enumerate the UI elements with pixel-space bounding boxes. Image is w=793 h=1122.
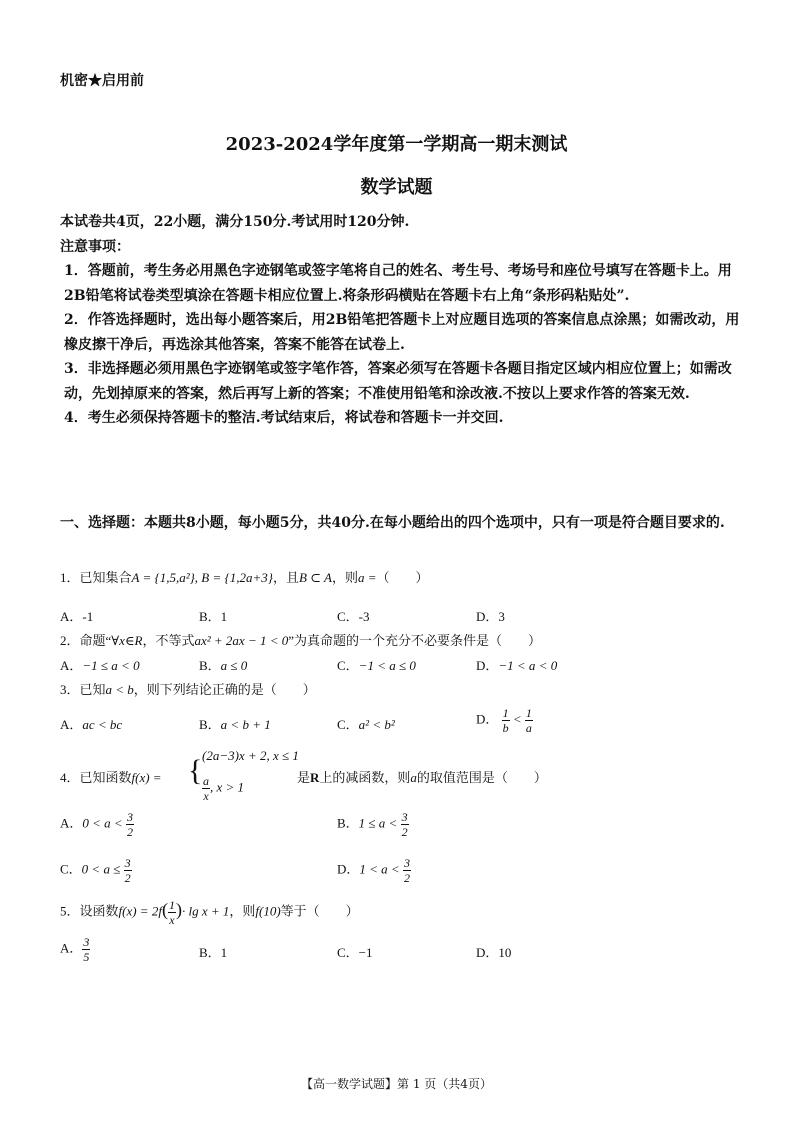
q3-option-d: D． $\frac{1}{b}$ < $\frac{1}{a}$ xyxy=(476,706,532,735)
q1-option-b: B．1 xyxy=(199,609,228,624)
q2-option-d: D．−1 < a < 0 xyxy=(476,658,558,673)
q1-option-c: C．-3 xyxy=(337,609,370,624)
q4-option-b: B．1 ≤ a < $\frac{3}{2}$ xyxy=(337,810,408,839)
q4-option-d: D．1 < a < $\frac{3}{2}$ xyxy=(337,856,410,885)
q3-optd-frac-2: $\frac{1}{a}$ xyxy=(525,706,532,735)
question-1: 1．已知集合A = {1,5,a²}, B = {1,2a+3}，且B ⊂ A，则a =（ ） xyxy=(60,570,429,585)
q4-case-2: $\frac{a}{x}$ , x > 1 xyxy=(203,774,245,803)
q3-option-c: C．a² < b² xyxy=(337,717,395,732)
q2-option-c-value: −1 < a ≤ 0 xyxy=(358,658,416,673)
exam-title: 2023-2024学年度第一学期高一期末测试 xyxy=(225,134,568,155)
page-footer: 【高一数学试题】第 1 页（共4页） xyxy=(301,1077,492,1091)
q3-option-a: A．ac < bc xyxy=(60,717,123,732)
q2-option-a: A．−1 ≤ a < 0 xyxy=(60,658,140,673)
note-2: 2．作答选择题时，选出每小题答案后，用2B铅笔把答题卡上对应题目选项的答案信息点涂黑；如需改动，用橡皮擦干净后，再选涂其他答案，答案不能答在试卷上. xyxy=(64,312,740,353)
q3-cond: a < b xyxy=(105,682,134,697)
confidential-label: 机密★启用前 xyxy=(60,73,144,89)
exam-summary: 本试卷共4页，22小题，满分150分.考试用时120分钟. xyxy=(60,214,410,230)
q1-set-a: A = {1,5,a²} xyxy=(131,570,195,585)
q5-option-a: A． $\frac{3}{5}$ xyxy=(60,935,90,964)
q4-case-1: (2a−3)x + 2, x ≤ 1 xyxy=(202,748,299,763)
q2-option-b: B．a ≤ 0 xyxy=(199,658,248,673)
q1-set-b: B = {1,2a+3} xyxy=(201,570,273,585)
q2-post: ”为真命题的一个充分不必要条件是（ ） xyxy=(288,633,542,648)
q3-option-b: B．a < b + 1 xyxy=(199,717,271,732)
q5-option-d: D．10 xyxy=(476,945,512,960)
q2-option-c: C．−1 < a ≤ 0 xyxy=(337,658,416,673)
section-heading: 一、选择题：本题共8小题，每小题5分，共40分.在每小题给出的四个选项中，只有一项是符合题目要求的. xyxy=(60,515,725,531)
note-1: 1．答题前，考生务必用黑色字迹钢笔或签字笔将自己的姓名、考生号、考场号和座位号填写在答题卡上。用2B铅笔将试卷类型填涂在答题卡相应位置上.将条形码横贴在答题卡右上角“条形码粘贴处”. xyxy=(64,263,732,304)
q2-ineq: ax² + 2ax − 1 < 0 xyxy=(194,633,289,648)
q2-option-d-value: −1 < a < 0 xyxy=(498,658,558,673)
q4-option-a: A．0 < a < $\frac{3}{2}$ xyxy=(60,810,133,839)
q3-post: ，则下列结论正确的是（ ） xyxy=(133,682,316,697)
q1-pre: 1．已知集合 xyxy=(60,570,132,585)
q4-post: 是R上的减函数，则a的取值范围是（ ） xyxy=(297,770,547,785)
q1-option-d: D．3 xyxy=(476,609,505,624)
q5-option-c: C．−1 xyxy=(337,945,373,960)
question-3 xyxy=(60,679,316,698)
q3-pre: 3．已知 xyxy=(60,682,106,697)
q2-option-b-value: a ≤ 0 xyxy=(220,658,248,673)
q1-mid: ，且 xyxy=(272,570,299,585)
q2-pre: 2．命题“ xyxy=(60,633,112,648)
q1-ask: a = xyxy=(358,570,377,585)
q4-brace: { xyxy=(188,754,203,787)
q4-real-set: R xyxy=(310,770,320,785)
q4-option-c: C．0 < a ≤ $\frac{3}{2}$ xyxy=(60,856,131,885)
notice-heading: 注意事项： xyxy=(60,238,130,255)
q1-cond: B ⊂ A xyxy=(298,570,332,585)
q2-option-a-value: −1 ≤ a < 0 xyxy=(82,658,140,673)
question-2 xyxy=(60,630,541,649)
q3-optd-frac-1: $\frac{1}{b}$ xyxy=(502,706,509,735)
q1-paren: （ ） xyxy=(376,570,429,585)
q3-option-c-value: a² < b² xyxy=(358,717,395,732)
exam-subtitle: 数学试题 xyxy=(360,177,433,198)
q1-option-a: A．-1 xyxy=(60,609,94,624)
note-4: 4．考生必须保持答题卡的整洁.考试结束后，将试卷和答题卡一并交回. xyxy=(64,410,504,426)
q5-f10: f(10) xyxy=(255,903,281,919)
note-3: 3．非选择题必须用黑色字迹钢笔或签字笔作答，答案必须写在答题卡各题目指定区域内相应位置上；如需改动，先划掉原来的答案，然后再写上新的答案；不准使用铅笔和涂改液.不按以上要求作答的答案无效. xyxy=(64,361,732,402)
q3-option-b-value: a < b + 1 xyxy=(220,717,271,732)
q4-fx: f(x) = xyxy=(131,770,162,785)
q1-post: ，则 xyxy=(332,570,359,585)
q2-forall: ∀x∈R xyxy=(111,633,143,648)
q5-fx: f(x) = 2f xyxy=(118,903,162,919)
question-5: 5．设函数f(x) = 2f( $\frac{1}{x}$ )· lg x + 1，则f(10)等于（ ） xyxy=(60,898,359,927)
q3-option-a-value: ac < bc xyxy=(82,717,123,732)
q5-option-b: B．1 xyxy=(199,945,228,960)
instructions xyxy=(60,210,740,431)
q4-pre: 4．已知函数f(x) = xyxy=(60,770,162,785)
q2-mid: ，不等式 xyxy=(142,633,195,648)
